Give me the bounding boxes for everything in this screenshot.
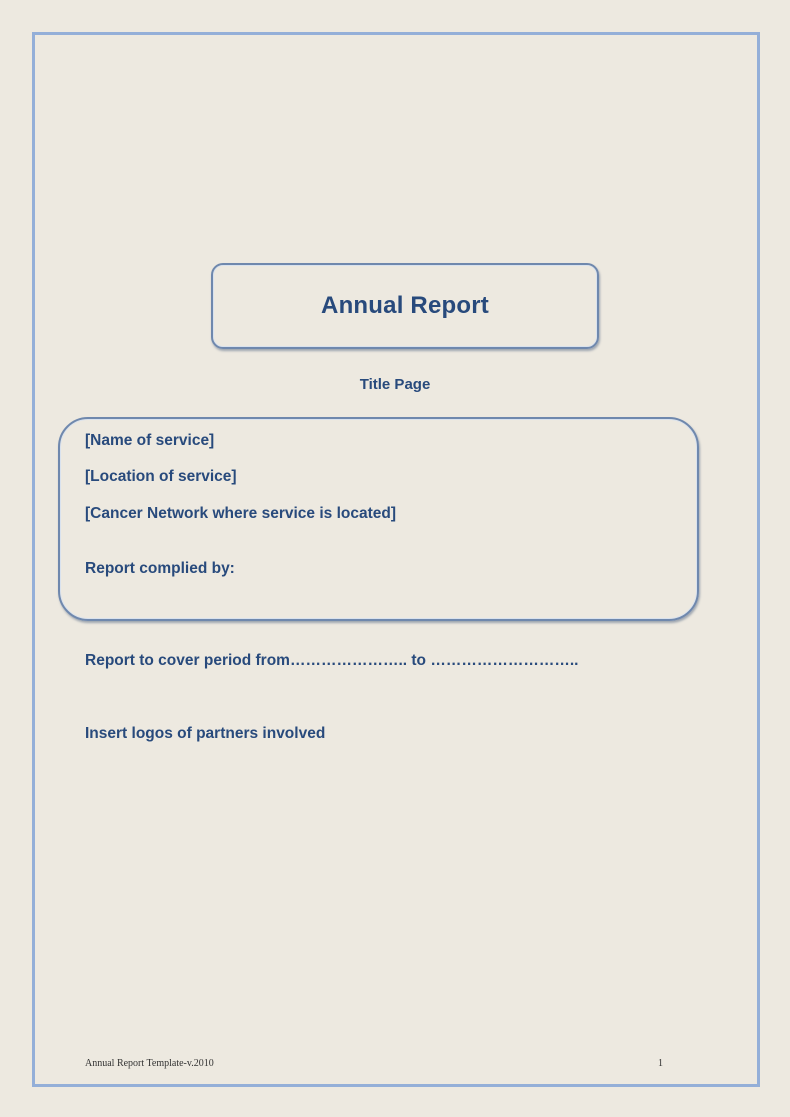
cancer-network-field: [Cancer Network where service is located] [85,505,396,522]
page-number: 1 [658,1058,663,1069]
report-compiled-by-field: Report complied by: [85,560,235,577]
subtitle: Title Page [359,376,431,393]
partner-logos-line: Insert logos of partners involved [85,725,326,742]
name-of-service-field: [Name of service] [85,432,215,449]
footer-template-label: Annual Report Template-v.2010 [85,1058,214,1069]
title-box [211,263,599,349]
report-period-line: Report to cover period from………………….. to ……………………….. [85,652,579,669]
location-of-service-field: [Location of service] [85,468,237,485]
document-title: Annual Report [321,292,489,319]
